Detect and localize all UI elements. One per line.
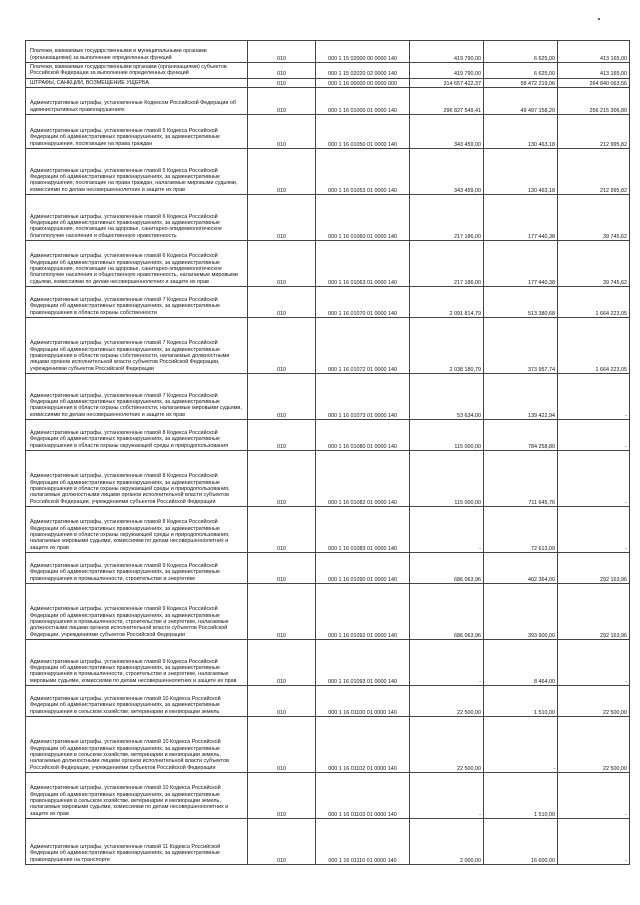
row-approved: 314 657 422,37 [410, 78, 484, 87]
row-budget-code: 000 1 16 01073 01 0000 140 [316, 374, 410, 420]
row-approved: 296 827 549,41 [410, 88, 484, 115]
row-executed: 373 957,74 [484, 318, 558, 374]
row-name: ШТРАФЫ, САНКЦИИ, ВОЗМЕЩЕНИЕ УЩЕРБА [26, 78, 248, 87]
row-budget-code: 000 1 16 01063 01 0000 140 [316, 241, 410, 287]
row-name: Административные штрафы, установленные главой 5 Кодекса Российской Федерации об административных правонарушениях, за административные правонарушения, посягающие на права граждан, налагаемые мировыми судьями, комиссиями по делам несовершеннолетних и защите их прав [26, 149, 248, 195]
row-budget-code: 000 1 16 01083 01 0000 140 [316, 507, 410, 553]
row-name: Административные штрафы, установленные главой 8 Кодекса Российской Федерации об административных правонарушениях, за административные правонарушения в области охраны окружающей среды и природопользования [26, 420, 248, 451]
table-row [26, 149, 630, 195]
row-remaining: - [558, 640, 630, 686]
row-line-code: 010 [248, 717, 316, 773]
row-line-code: 010 [248, 420, 316, 451]
table-row [26, 241, 630, 287]
row-line-code: 010 [248, 507, 316, 553]
row-executed: 711 645,76 [484, 451, 558, 507]
row-name: Административные штрафы, установленные главой 10 Кодекса Российской Федерации об административных правонарушениях, за административные правонарушения в сельском хозяйстве, ветеринарии и мелиорации земель [26, 686, 248, 717]
row-approved: 53 634,00 [410, 374, 484, 420]
row-approved: 343 459,00 [410, 115, 484, 149]
row-approved: 419 790,00 [410, 41, 484, 63]
row-executed: 6 625,00 [484, 63, 558, 79]
row-budget-code: 000 1 16 01100 01 0000 140 [316, 686, 410, 717]
table-row [26, 686, 630, 717]
row-budget-code: 000 1 16 01093 01 0000 140 [316, 640, 410, 686]
row-approved: 217 186,00 [410, 195, 484, 241]
row-budget-code: 000 1 16 01110 01 0000 140 [316, 819, 410, 865]
table-row [26, 507, 630, 553]
row-line-code: 010 [248, 640, 316, 686]
row-name: Административные штрафы, установленные главой 6 Кодекса Российской Федерации об административных правонарушениях, за административные правонарушения, посягающие на здоровье, санитарно-эпидемиологическое благополучие населения и общественную нравственность, налагаемые мировыми судьями, комиссиями по делам несовершеннолетних и защите их прав [26, 241, 248, 287]
row-approved: 2 091 814,79 [410, 287, 484, 318]
row-line-code: 010 [248, 686, 316, 717]
table-row [26, 374, 630, 420]
row-remaining: 292 163,96 [558, 553, 630, 584]
row-line-code: 010 [248, 773, 316, 819]
row-approved: 686 063,96 [410, 553, 484, 584]
row-executed: 49 497 158,20 [484, 88, 558, 115]
row-line-code: 010 [248, 584, 316, 640]
row-executed: 177 440,38 [484, 195, 558, 241]
row-name: Платежи, взимаемые государственными и муниципальными органами (организациями) за выполнение определенных функций [26, 41, 248, 63]
row-remaining: 1 664 223,05 [558, 287, 630, 318]
row-budget-code: 000 1 16 01060 01 0000 140 [316, 195, 410, 241]
row-executed: 6 625,00 [484, 41, 558, 63]
row-approved: 419 790,00 [410, 63, 484, 79]
row-line-code: 010 [248, 115, 316, 149]
row-approved: - [410, 507, 484, 553]
row-name: Административные штрафы, установленные главой 6 Кодекса Российской Федерации об административных правонарушениях, за административные правонарушения, посягающие на здоровье, санитарно-эпидемиологическое благополучие населения и общественную нравственность [26, 195, 248, 241]
row-name: Административные штрафы, установленные главой 10 Кодекса Российской Федерации об административных правонарушениях, за административные правонарушения в сельском хозяйстве, ветеринарии и мелиорации земель, налагаемые мировыми судьями, комиссиями по делам несовершеннолетних и защите их прав [26, 773, 248, 819]
row-budget-code: 000 1 16 01090 01 0000 140 [316, 553, 410, 584]
row-name: Административные штрафы, установленные главой 9 Кодекса Российской Федерации об административных правонарушениях, за административные правонарушения в промышленности, строительстве и энергетике [26, 553, 248, 584]
row-name: Административные штрафы, установленные главой 11 Кодекса Российской Федерации об административных правонарушениях, за административные правонарушения на транспорте [26, 819, 248, 865]
row-line-code: 010 [248, 287, 316, 318]
row-line-code: 010 [248, 553, 316, 584]
row-name: Административные штрафы, установленные главой 5 Кодекса Российской Федерации об административных правонарушениях, за административные правонарушения, посягающие на права граждан [26, 115, 248, 149]
row-approved: - [410, 773, 484, 819]
report-page [25, 40, 629, 865]
income-report-table [25, 40, 630, 865]
row-remaining: 212 995,82 [558, 115, 630, 149]
row-name: Административные штрафы, установленные главой 9 Кодекса Российской Федерации об административных правонарушениях, за административные правонарушения в промышленности, строительстве и энергетике, налагаемые должностными лицами органов исполнительной власти субъектов Российской Федерации, учреждениями субъектов Российской Федерации [26, 584, 248, 640]
row-name: Административные штрафы, установленные Кодексом Российской Федерации об административных правонарушениях [26, 88, 248, 115]
table-row [26, 115, 630, 149]
row-approved: 343 459,00 [410, 149, 484, 195]
row-name: Платежи, взимаемые государственными органами (организациями) субъектов Российской Федерации за выполнение определенных функций [26, 63, 248, 79]
table-row [26, 451, 630, 507]
row-executed: 177 440,38 [484, 241, 558, 287]
row-line-code: 010 [248, 149, 316, 195]
row-remaining: 292 163,96 [558, 584, 630, 640]
table-row [26, 640, 630, 686]
row-name: Административные штрафы, установленные главой 7 Кодекса Российской Федерации об административных правонарушениях, за административные правонарушения в области охраны собственности [26, 287, 248, 318]
row-executed: 393 900,00 [484, 584, 558, 640]
row-executed: 1 510,00 [484, 686, 558, 717]
row-remaining: - [558, 819, 630, 865]
row-budget-code: 000 1 16 01000 01 0000 140 [316, 88, 410, 115]
row-remaining: - [558, 507, 630, 553]
row-budget-code: 000 1 16 01102 01 0000 140 [316, 717, 410, 773]
row-approved: 2 000,00 [410, 819, 484, 865]
row-name: Административные штрафы, установленные главой 9 Кодекса Российской Федерации об административных правонарушениях, за административные правонарушения в промышленности, строительстве и энергетике, налагаемые мировыми судьями, комиссиями по делам несовершеннолетних и защите их прав [26, 640, 248, 686]
scan-speck [598, 18, 600, 20]
row-approved: 2 038 180,79 [410, 318, 484, 374]
row-remaining: - [558, 773, 630, 819]
row-remaining: 264 840 063,56 [558, 78, 630, 87]
table-row [26, 717, 630, 773]
table-row [26, 63, 630, 79]
table-row [26, 819, 630, 865]
table-row [26, 318, 630, 374]
row-name: Административные штрафы, установленные главой 7 Кодекса Российской Федерации об административных правонарушениях, за административные правонарушения в области охраны собственности, налагаемые мировыми судьями, комиссиями по делам несовершеннолетних и защите их прав [26, 374, 248, 420]
row-executed: 1 510,00 [484, 773, 558, 819]
row-approved: 115 000,00 [410, 420, 484, 451]
row-executed: 130 463,18 [484, 115, 558, 149]
table-row [26, 773, 630, 819]
row-approved: 22 500,00 [410, 717, 484, 773]
row-remaining: - [558, 451, 630, 507]
row-name: Административные штрафы, установленные главой 7 Кодекса Российской Федерации об административных правонарушениях, за административные правонарушения в области охраны собственности, налагаемые должностными лицами органов исполнительной власти субъектов Российской Федерации, учреждениями субъектов Российской Федерации [26, 318, 248, 374]
row-budget-code: 000 1 16 01092 01 0000 140 [316, 584, 410, 640]
row-executed: 513 380,68 [484, 287, 558, 318]
table-row [26, 287, 630, 318]
row-budget-code: 000 1 16 01103 01 0000 140 [316, 773, 410, 819]
row-line-code: 010 [248, 318, 316, 374]
row-line-code: 010 [248, 241, 316, 287]
row-line-code: 010 [248, 451, 316, 507]
row-remaining: 413 165,00 [558, 63, 630, 79]
row-executed: - [484, 717, 558, 773]
row-name: Административные штрафы, установленные главой 8 Кодекса Российской Федерации об административных правонарушениях, за административные правонарушения в области охраны окружающей среды и природопользования, налагаемые мировыми судьями, комиссиями по делам несовершеннолетних и защите их прав [26, 507, 248, 553]
row-approved: 217 186,00 [410, 241, 484, 287]
table-body [26, 41, 630, 865]
row-line-code: 010 [248, 819, 316, 865]
row-executed: 16 600,00 [484, 819, 558, 865]
row-remaining: 256 215 306,80 [558, 88, 630, 115]
row-budget-code: 000 1 16 01080 01 0000 140 [316, 420, 410, 451]
row-budget-code: 000 1 15 02020 02 0000 140 [316, 63, 410, 79]
table-row [26, 553, 630, 584]
row-name: Административные штрафы, установленные главой 10 Кодекса Российской Федерации об административных правонарушениях, за административные правонарушения в сельском хозяйстве, ветеринарии и мелиорации земель, налагаемые должностными лицами органов исполнительной власти субъектов Российской Федерации, учреждениями субъектов Российской Федерации [26, 717, 248, 773]
row-remaining: 39 745,62 [558, 241, 630, 287]
row-executed: 8 464,00 [484, 640, 558, 686]
row-line-code: 010 [248, 88, 316, 115]
table-row [26, 88, 630, 115]
row-executed: 784 258,80 [484, 420, 558, 451]
row-line-code: 010 [248, 78, 316, 87]
row-approved: 22 500,00 [410, 686, 484, 717]
row-approved: 115 000,00 [410, 451, 484, 507]
row-name: Административные штрафы, установленные главой 8 Кодекса Российской Федерации об административных правонарушениях, за административные правонарушения в области охраны окружающей среды и природопользования, налагаемые должностными лицами органов исполнительной власти субъектов Российской Федерации, учреждениями субъектов Российской Федерации [26, 451, 248, 507]
row-line-code: 010 [248, 41, 316, 63]
row-line-code: 010 [248, 374, 316, 420]
row-budget-code: 000 1 16 01082 01 0000 140 [316, 451, 410, 507]
row-remaining: 22 500,00 [558, 717, 630, 773]
row-budget-code: 000 1 16 01072 01 0000 140 [316, 318, 410, 374]
row-budget-code: 000 1 16 00000 00 0000 000 [316, 78, 410, 87]
row-budget-code: 000 1 16 01050 01 0000 140 [316, 115, 410, 149]
row-approved: - [410, 640, 484, 686]
row-remaining: - [558, 420, 630, 451]
table-row [26, 41, 630, 63]
row-executed: 130 463,18 [484, 149, 558, 195]
row-executed: 402 364,00 [484, 553, 558, 584]
table-row [26, 584, 630, 640]
row-executed: 139 422,94 [484, 374, 558, 420]
row-budget-code: 000 1 16 01053 01 0000 140 [316, 149, 410, 195]
row-executed: 72 613,09 [484, 507, 558, 553]
row-line-code: 010 [248, 63, 316, 79]
row-remaining: 1 664 223,05 [558, 318, 630, 374]
row-executed: 58 472 219,06 [484, 78, 558, 87]
row-line-code: 010 [248, 195, 316, 241]
row-remaining: 39 745,62 [558, 195, 630, 241]
table-row [26, 78, 630, 87]
row-remaining: - [558, 374, 630, 420]
row-remaining: 413 165,00 [558, 41, 630, 63]
row-budget-code: 000 1 15 02000 00 0000 140 [316, 41, 410, 63]
table-row [26, 195, 630, 241]
row-remaining: 212 995,82 [558, 149, 630, 195]
row-budget-code: 000 1 16 01070 01 0000 140 [316, 287, 410, 318]
row-approved: 686 063,96 [410, 584, 484, 640]
table-row [26, 420, 630, 451]
row-remaining: 22 500,00 [558, 686, 630, 717]
